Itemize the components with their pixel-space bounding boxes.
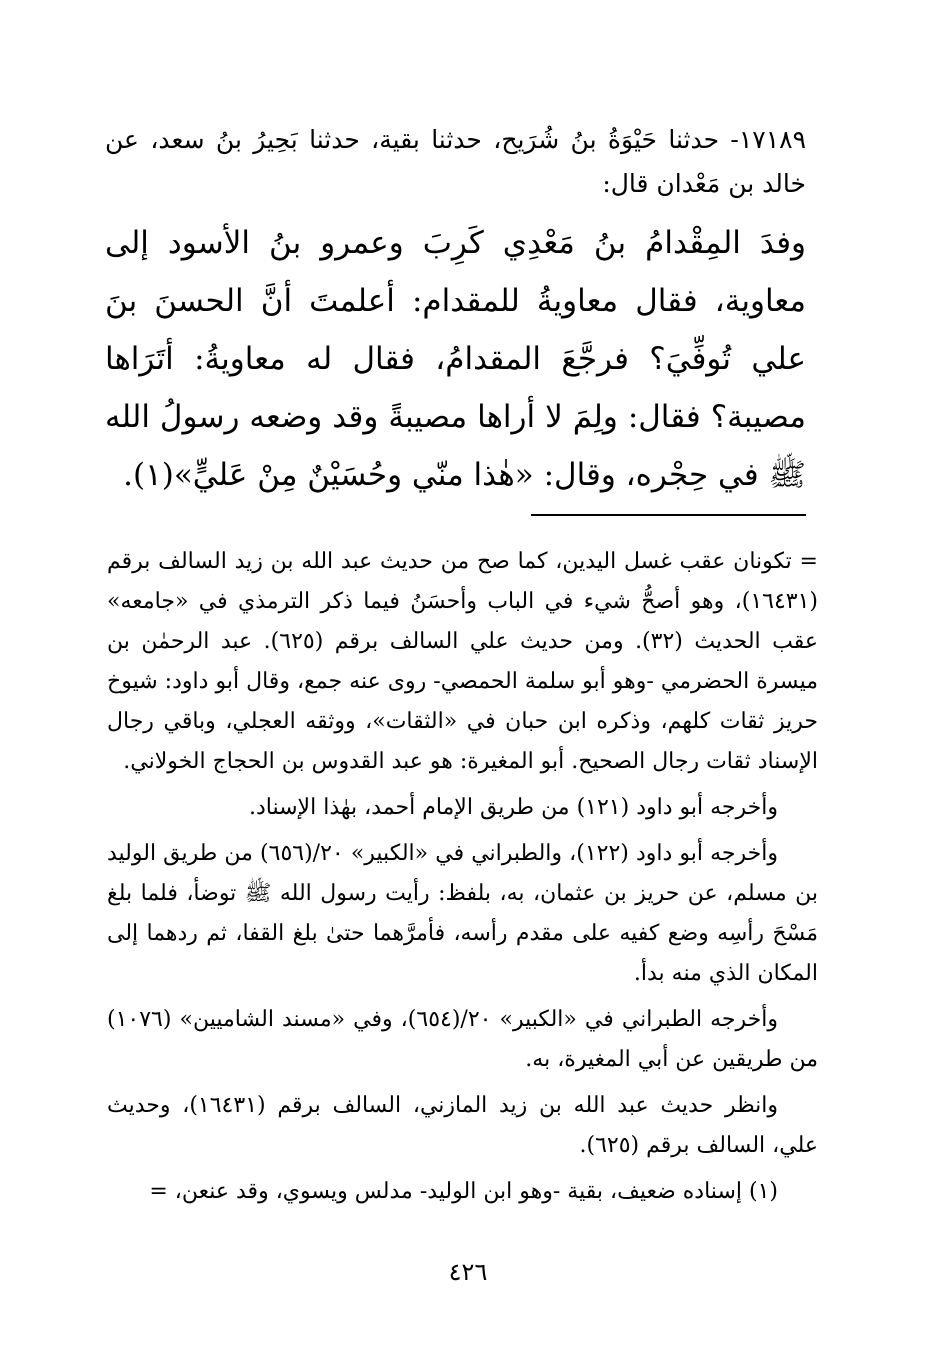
footnotes bbox=[107, 542, 818, 1218]
hadith-isnad: ١٧١٨٩- حدثنا حَيْوَةُ بنُ شُرَيح، حدثنا بقية، حدثنا بَحِيرُ بنُ سعد، عن خالد بن مَعْدان قال: bbox=[105, 125, 806, 198]
footnote-paragraph: وانظر حديث عبد الله بن زيد المازني، السالف برقم (١٦٤٣١)، وحديث علي، السالف برقم (٦٢٥). bbox=[107, 1093, 818, 1158]
footnote-paragraph: وأخرجه أبو داود (١٢١) من طريق الإمام أحمد، بهٰذا الإسناد. bbox=[248, 795, 778, 820]
footnote-separator bbox=[531, 514, 806, 516]
footnote-1: (١) إسناده ضعيف، بقية -وهو ابن الوليد- مدلس ويسوي، وقد عنعن، = bbox=[149, 1179, 778, 1204]
hadith-matn: وفدَ المِقْدامُ بنُ مَعْدِي كَرِبَ وعمرو بنُ الأسود إلى معاوية، فقال معاويةُ للمقدام: أعلمتَ أنَّ الحسنَ بنَ علي تُوفِّيَ؟ فرجَّعَ المقدامُ، فقال له معاويةُ: أتَرَاها مصيبة؟ فقال: ولِمَ لا أراها مصيبةً وقد وضعه رسولُ الله ﷺ في حِجْره، وقال: «هٰذا منّي وحُسَيْنٌ مِنْ عَليٍّ»(١). bbox=[105, 225, 806, 493]
footnote-continuation: = تكونان عقب غسل اليدين، كما صح من حديث عبد الله بن زيد السالف برقم (١٦٤٣١)، وهو أصحُّ شيء في الباب وأحسَنُ فيما ذكر الترمذي في «جامعه» عقب الحديث (٣٢). ومن حديث علي السالف برقم (٦٢٥). عبد الرحمٰن بن ميسرة الحضرمي -وهو أبو سلمة الحمصي- روى عنه جمع، وقال أبو داود: شيوخ حريز ثقات كلهم، وذكره ابن حبان في «الثقات»، ووثقه العجلي، وباقي رجال الإسناد ثقات رجال الصحيح. أبو المغيرة: هو عبد القدوس بن الحجاج الخولاني. bbox=[107, 549, 819, 774]
footnote-paragraph: وأخرجه الطبراني في «الكبير» ٢٠/(٦٥٤)، وفي «مسند الشاميين» (١٠٧٦) من طريقين عن أبي المغيرة، به. bbox=[107, 1007, 818, 1072]
footnote-paragraph: وأخرجه أبو داود (١٢٢)، والطبراني في «الكبير» ٢٠/(٦٥٦) من طريق الوليد بن مسلم، عن حريز بن عثمان، به، بلفظ: رأيت رسول الله ﷺ توضأ، فلما بلغ مَسْحَ رأسِه وضع كفيه على مقدم رأسه، فأمرَّهما حتىٰ بلغ القفا، ثم ردهما إلى المكان الذي منه بدأ. bbox=[107, 841, 818, 986]
page-number: ٤٢٦ bbox=[448, 1258, 488, 1286]
